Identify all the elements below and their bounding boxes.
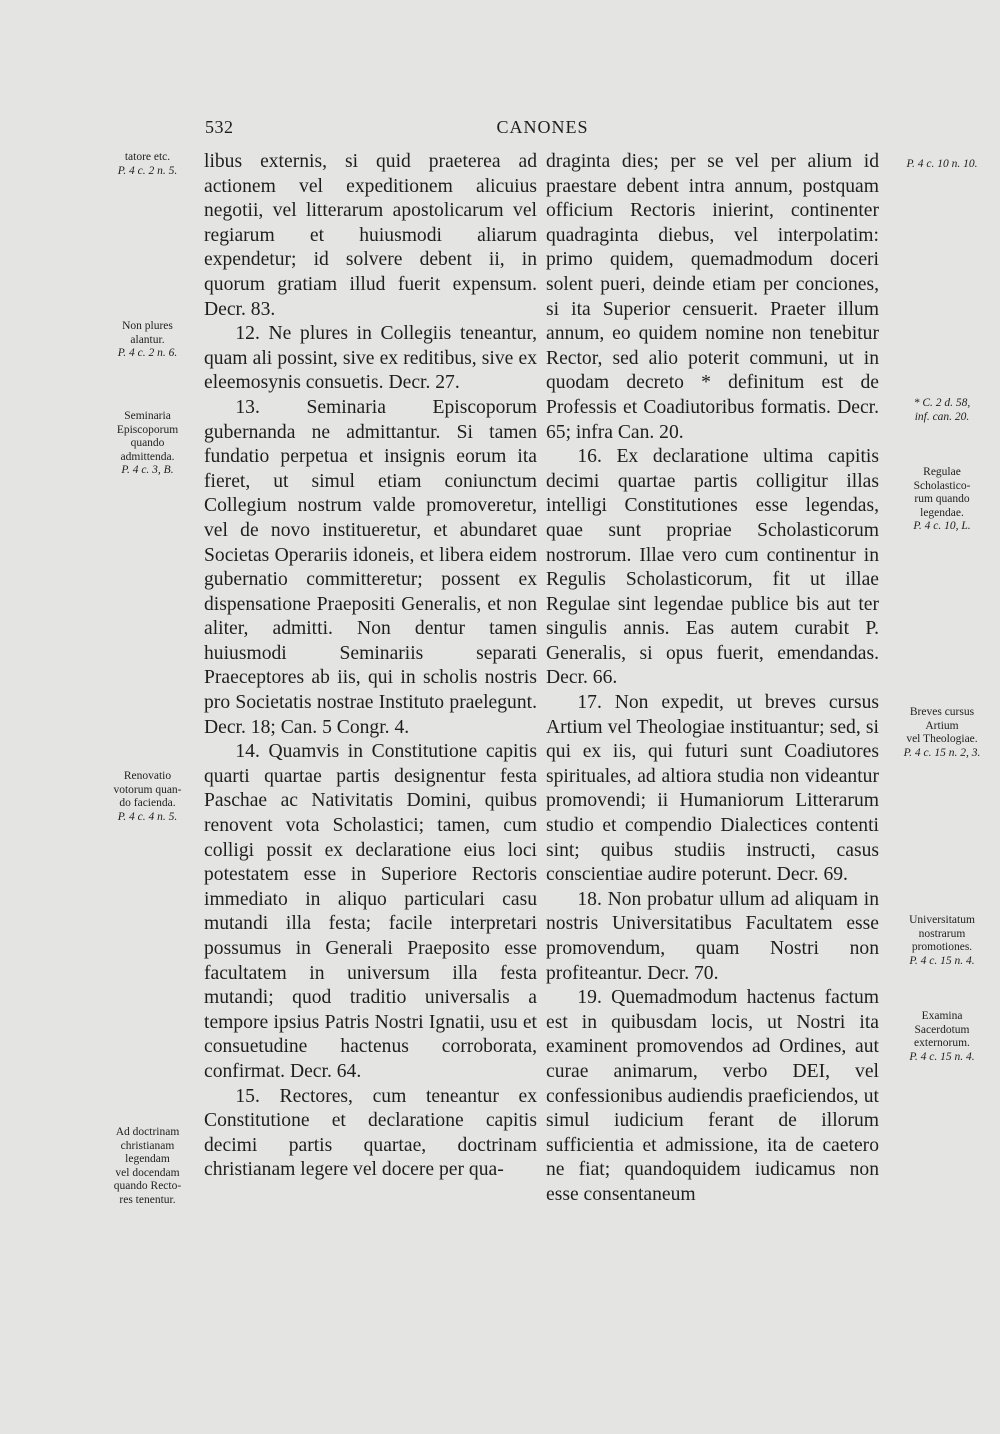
margin-note-line: legendae. <box>920 506 964 519</box>
running-title: CANONES <box>496 117 589 137</box>
margin-note-line: Examina <box>921 1010 963 1022</box>
margin-note <box>888 466 996 534</box>
margin-note-line: nostrarum <box>918 927 966 940</box>
margin-note-line: promotiones. <box>911 941 973 953</box>
margin-note-line: rum quando <box>914 493 970 505</box>
left-text-column <box>204 150 537 1183</box>
margin-note-line: Regulae <box>923 466 961 478</box>
margin-note <box>888 914 996 968</box>
margin-note-line: admittenda. <box>120 450 175 463</box>
margin-note-line: res tenentur. <box>119 1193 176 1206</box>
margin-note-ref: P. 4 c. 15 n. 4. <box>909 1050 975 1063</box>
page-header <box>205 117 880 143</box>
right-text-column <box>546 150 879 1208</box>
margin-note-line: externorum. <box>914 1037 970 1049</box>
margin-note-line: Renovatio <box>123 770 172 782</box>
margin-note <box>100 770 195 824</box>
margin-note <box>888 1010 996 1064</box>
paragraph-18: 18. Non probatur ullum ad aliquam in nostris Universitatibus Facultatem esse promovendum, quam Nostri non profiteantur. Decr. 70. <box>546 888 879 984</box>
margin-note-line: alantur. <box>130 333 165 346</box>
paragraph-15: 15. Rectores, cum teneantur ex Constitutione et declaratione capitis decimi partis quartae, doctrinam christianam legere vel docere per qua- <box>204 1085 537 1181</box>
margin-note-line: Ad doctrinam <box>115 1126 180 1138</box>
margin-note-ref: P. 4 c. 10, L. <box>913 520 971 532</box>
margin-note-line: christianam <box>120 1139 175 1152</box>
margin-note-line: votorum quan- <box>113 783 182 796</box>
margin-note-line: quando <box>130 437 165 449</box>
margin-note <box>100 151 195 178</box>
margin-note <box>100 410 195 478</box>
margin-note-line: Scholastico- <box>913 479 971 492</box>
margin-note-line: Non plures <box>122 320 173 332</box>
margin-note-line: legendam <box>125 1153 170 1165</box>
margin-note-ref: P. 4 c. 15 n. 4. <box>909 954 975 967</box>
paragraph-12: 12. Ne plures in Collegiis teneantur, quam ali possint, sive ex reditibus, sive ex eleemosynis consuetis. Decr. 27. <box>204 323 537 394</box>
margin-note <box>100 1126 195 1207</box>
margin-note <box>888 397 996 424</box>
paragraph-14: 14. Quamvis in Constitutione capitis quarti quartae partis designentur festa Paschae ac Nativitatis Domini, quibus renovent vota Scholastici; tamen, cum colligi possit ex declaratione eius loci potestatem esse in Superiore Rectoris immediato in aliquo particulari casu mutandi illa festa; facile interpretari possumus in Generali Praeposito esse facultatem in universum illa festa mutandi; quod traditio universalis a tempore ipsius Patris Nostri Ignatii, usu et consuetudine hactenus corroborata, confirmat. Decr. 64. <box>204 741 537 1082</box>
margin-note-ref: P. 4 c. 4 n. 5. <box>117 810 178 823</box>
paragraph-17: 17. Non expedit, ut breves cursus Artium vel Theologiae instituantur; sed, si qui ex iis, qui futuri sunt Coadiutores spirituales, ad altiora studia non videantur promovendi; ii Humaniorum Litterarum studio et compendio Dialectices contenti sint; quibus studiis instructi, casus conscientiae audire poterunt. Decr. 69. <box>546 692 879 886</box>
margin-note-line: Episcoporum <box>116 423 179 436</box>
margin-note-line: Breves cursus <box>909 706 975 718</box>
margin-note-line: vel docendam <box>115 1166 180 1179</box>
margin-note-line: Seminaria <box>124 410 171 422</box>
margin-note-line: Universitatum <box>909 914 975 926</box>
margin-note-ref: P. 4 c. 3, B. <box>121 464 174 476</box>
paragraph: draginta dies; per se vel per alium id praestare debent intra annum, postquam officium Rectoris inierint, continenter quadraginta diebus, vel interpolatim: primo quidem, quemadmodum doceri solent pueri, deinde etiam per conciones, si ita Superior censuerit. Praeter illum annum, eo quidem nomine non tenebitur Rector, sed alio poterit communi, ut in quodam decreto * definitum est de Professis et Coadiutoribus formatis. Decr. 65; infra Can. 20. <box>546 151 879 443</box>
paragraph-16: 16. Ex declaratione ultima capitis decimi quartae partis colligitur illas intelligi Constitutiones esse legendas, quae sunt propriae Scholasticorum nostrorum. Illae vero cum continentur in Regulis Scholasticorum, fit ut illae Regulae sint legendae publice bis aut ter singulis annis. Eas autem curabit P. Generalis, si opus fuerit, emendandas. Decr. 66. <box>546 446 879 689</box>
margin-note-line: do facienda. <box>119 797 176 809</box>
margin-note-line: Artium <box>925 719 959 732</box>
margin-note-ref: P. 4 c. 10 n. 10. <box>906 158 978 170</box>
margin-note-line: Sacerdotum <box>914 1023 970 1036</box>
margin-note <box>888 706 996 760</box>
paragraph-13: 13. Seminaria Episcoporum gubernanda ne admittantur. Si tamen fundatio perpetua et insignis eorum ita fieret, ut simul etiam coniunctum Collegium nostrum valde promoveretur, vel de novo institueretur, et abundaret Societas Operariis idoneis, et libera eidem gubernatio committeretur; possent ex dispensatione Praepositi Generalis, et non aliter, admitti. Non dentur tamen huiusmodi Seminariis separati Praeceptores ab iis, qui in scholis nostris pro Societatis nostrae Instituto praelegunt. Decr. 18; Can. 5 Congr. 4. <box>204 396 537 738</box>
margin-note-ref: P. 4 c. 15 n. 2, 3. <box>903 746 981 759</box>
paragraph-19: 19. Quemadmodum hactenus factum est in quibusdam locis, ut Nostri ita examinent promovendos ad Ordines, aut curae animarum, verbo DEI, vel confessionibus audiendis praeficiendos, ut simul iudicium ferant de illorum sufficientia et admissione, ita de caetero ne fiat; quandoquidem iudicamus non esse consentaneum <box>546 987 879 1205</box>
margin-note-ref: inf. can. 20. <box>914 410 970 423</box>
margin-note-line: vel Theologiae. <box>906 733 978 745</box>
margin-note <box>888 158 996 172</box>
margin-note-ref: * C. 2 d. 58, <box>913 397 971 409</box>
page-number: 532 <box>205 117 234 137</box>
margin-note-ref: P. 4 c. 2 n. 6. <box>117 347 178 359</box>
paragraph: libus externis, si quid praeterea ad actionem vel expeditionem alicuius negotii, vel litterarum apostolicarum vel regiarum et huiusmodi aliarum expendetur; id solvere debent ii, in quorum gratiam illud fuerit expensum. Decr. 83. <box>204 151 537 320</box>
margin-note-line: quando Recto- <box>113 1180 182 1192</box>
margin-note <box>100 320 195 361</box>
margin-note-line: tatore etc. <box>124 151 171 163</box>
margin-note-ref: P. 4 c. 2 n. 5. <box>117 164 178 177</box>
